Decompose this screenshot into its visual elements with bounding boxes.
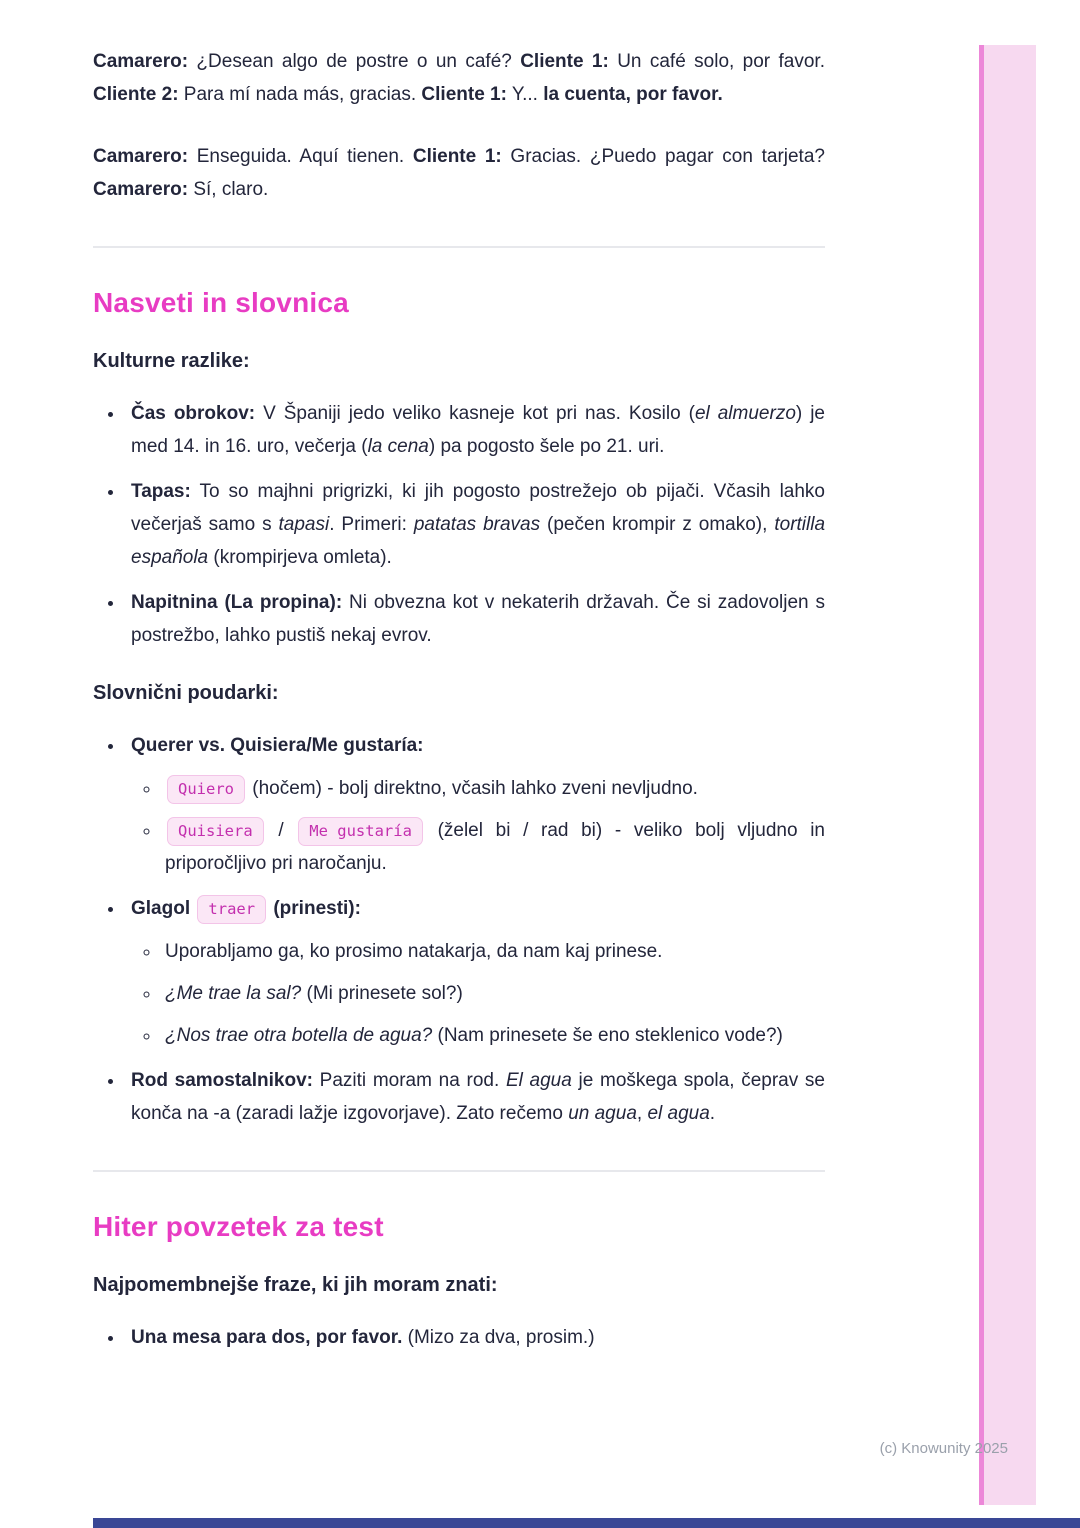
text-segment: la cena: [367, 436, 429, 457]
text-segment: el agua: [647, 1103, 710, 1124]
grammar-notes-list: [93, 729, 825, 1130]
text-segment: un agua: [568, 1103, 637, 1124]
text-segment: ¿Desean algo de postre o un café?: [188, 51, 521, 72]
section-title-grammar: Nasveti in slovnica: [93, 287, 349, 318]
text-segment: ) je med 14. in 16. uro, večerja (: [131, 403, 825, 457]
text-segment: tortilla española: [131, 514, 826, 568]
section-divider: [93, 246, 825, 248]
section-title-summary: Hiter povzetek za test: [93, 1211, 384, 1242]
list-item: [125, 1064, 825, 1130]
text-segment: Cliente 1:: [421, 84, 507, 105]
list-item: [125, 397, 825, 463]
text-segment: . Primeri:: [329, 514, 414, 535]
text-segment: Cliente 1:: [520, 51, 609, 72]
list-item: [125, 586, 825, 652]
text-segment: (pečen krompir z omako),: [540, 514, 775, 535]
text-segment: Uporabljamo ga, ko prosimo natakarja, da nam kaj prinese.: [165, 941, 663, 962]
sub-list: [131, 772, 825, 880]
text-segment: Enseguida. Aquí tienen.: [188, 146, 413, 167]
sub-list-item: [161, 772, 825, 805]
text-segment: Paziti moram na rod.: [312, 1070, 506, 1091]
text-segment: Cliente 1:: [412, 146, 502, 167]
text-segment: (želel bi / rad bi) - veliko bolj vljudno in priporočljivo pri naročanju.: [165, 820, 825, 874]
text-segment: El agua: [505, 1070, 572, 1091]
code-pill: traer: [197, 895, 266, 924]
text-segment: Čas obrokov:: [131, 403, 256, 424]
text-segment: (prinesti):: [268, 898, 361, 919]
sub-list-item: [161, 814, 825, 880]
text-segment: (Mi prinesete sol?): [301, 983, 463, 1004]
text-segment: ,: [636, 1103, 648, 1124]
text-segment: Y...: [506, 84, 544, 105]
text-segment: la cuenta, por favor.: [543, 84, 723, 105]
scrollbar-track[interactable]: [979, 45, 1036, 1505]
code-pill: Quisiera: [167, 817, 264, 846]
text-segment: V Španiji jedo veliko kasneje kot pri nas. Kosilo (: [255, 403, 695, 424]
text-segment: el almuerzo: [694, 403, 796, 424]
text-segment: tapasi: [278, 514, 330, 535]
text-segment: Cliente 2:: [93, 84, 179, 105]
cultural-notes-list: [93, 397, 825, 652]
text-segment: Un café solo, por favor.: [608, 51, 825, 72]
section-divider: [93, 1170, 825, 1172]
subsection-heading-cultural: Kulturne razlike:: [93, 350, 250, 372]
text-segment: (Mizo za dva, prosim.): [402, 1327, 595, 1348]
text-segment: To so majhni prigrizki, ki jih pogosto postrežejo ob pijači. Včasih lahko večerjaš samo s: [131, 481, 825, 535]
text-segment: (krompirjeva omleta).: [208, 547, 392, 568]
text-segment: ¿Nos trae otra botella de agua?: [165, 1025, 433, 1046]
text-segment: Para mí nada más, gracias.: [178, 84, 422, 105]
text-segment: Napitnina (La propina):: [131, 592, 343, 613]
sub-list-item: [161, 977, 825, 1010]
text-segment: Tapas:: [131, 481, 191, 502]
code-pill: Me gustaría: [298, 817, 423, 846]
text-segment: ¿Me trae la sal?: [165, 983, 302, 1004]
text-segment: ) pa pogosto šele po 21. uri.: [428, 436, 665, 457]
text-segment: Camarero:: [93, 146, 189, 167]
text-segment: Rod samostalnikov:: [131, 1070, 313, 1091]
subsection-heading-phrases: Najpomembnejše fraze, ki jih moram znati:: [93, 1274, 498, 1296]
text-segment: patatas bravas: [413, 514, 541, 535]
text-segment: Sí, claro.: [188, 179, 269, 200]
sub-list-item: [161, 935, 825, 968]
list-item-text: [131, 898, 361, 919]
sub-list: [131, 935, 825, 1052]
list-item: [125, 475, 825, 574]
dialog-paragraph-2: [93, 140, 825, 206]
bottom-progress-bar: [93, 1518, 1080, 1528]
document-content: [93, 0, 825, 1366]
code-pill: Quiero: [167, 775, 245, 804]
text-segment: Glagol: [131, 898, 196, 919]
text-segment: Camarero:: [93, 51, 189, 72]
list-item: [125, 892, 825, 1052]
text-segment: (hočem) - bolj direktno, včasih lahko zveni nevljudno.: [247, 778, 698, 799]
text-segment: (Nam prinesete še eno steklenico vode?): [432, 1025, 783, 1046]
dialog-paragraph-1: [93, 45, 825, 111]
text-segment: Camarero:: [93, 179, 189, 200]
text-segment: /: [265, 820, 297, 841]
subsection-heading-grammar-points: Slovnični poudarki:: [93, 682, 279, 704]
text-segment: Gracias. ¿Puedo pagar con tarjeta?: [501, 146, 825, 167]
copyright-notice: (c) Knowunity 2025: [879, 1440, 1008, 1457]
sub-list-item: [161, 1019, 825, 1052]
list-item: [125, 1321, 825, 1354]
text-segment: Ni obvezna kot v nekaterih državah. Če si zadovoljen s postrežbo, lahko pustiš nekaj evrov.: [131, 592, 825, 646]
summary-list: [93, 1321, 825, 1354]
text-segment: Querer vs. Quisiera/Me gustaría:: [131, 735, 424, 756]
list-item: [125, 729, 825, 880]
text-segment: Una mesa para dos, por favor.: [131, 1327, 403, 1348]
list-item-text: [131, 735, 424, 756]
text-segment: .: [709, 1103, 716, 1124]
text-segment: je moškega spola, čeprav se konča na -a (zaradi lažje izgovorjave). Zato rečemo: [131, 1070, 826, 1124]
